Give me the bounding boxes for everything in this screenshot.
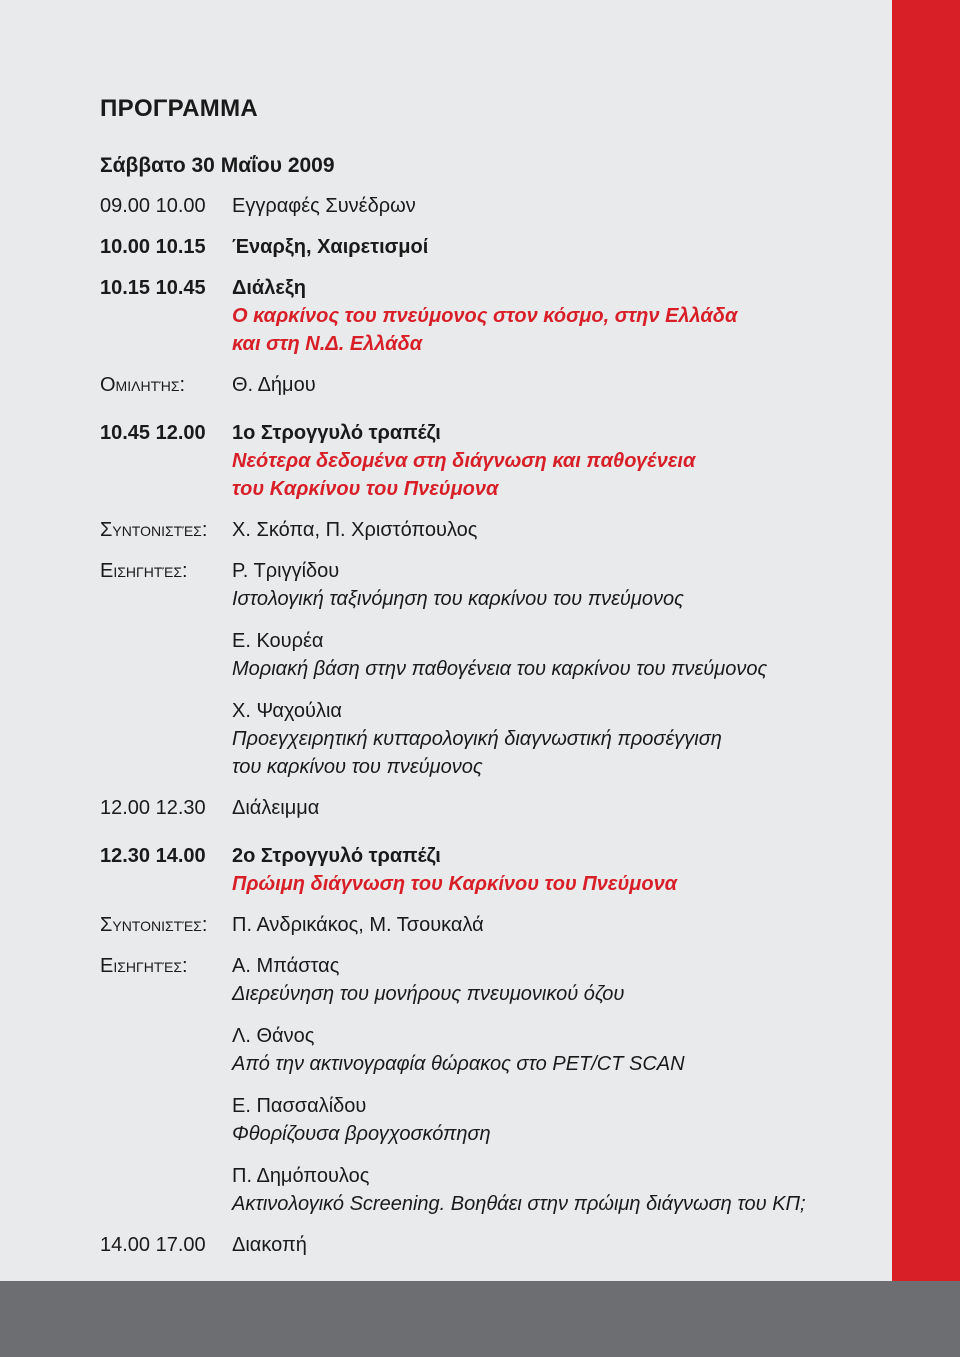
round-table-2-talk bbox=[100, 1120, 880, 1148]
talk-title: του καρκίνου του πνεύμονος bbox=[232, 756, 483, 778]
round-table-2-talk bbox=[100, 1190, 880, 1218]
session-time: 12.00 12.30 bbox=[100, 797, 206, 819]
speaker-name: Θ. Δήμου bbox=[232, 374, 316, 396]
session-time: 10.00 10.15 bbox=[100, 236, 206, 258]
session-title: 1ο Στρογγυλό τραπέζι bbox=[232, 422, 441, 444]
session-time: 09.00 10.00 bbox=[100, 195, 206, 217]
lecture-topic bbox=[100, 302, 880, 330]
coordinators-names: Π. Ανδρικάκος, Μ. Τσουκαλά bbox=[232, 914, 484, 936]
session-title: Διακοπή bbox=[232, 1234, 307, 1256]
round-table-1-talk bbox=[100, 725, 880, 753]
topic-line: και στη Ν.Δ. Ελλάδα bbox=[232, 333, 423, 355]
talk-title: Μοριακή βάση στην παθογένεια του καρκίνου του πνεύμονος bbox=[232, 658, 768, 680]
session-time: 14.00 17.00 bbox=[100, 1234, 206, 1256]
talk-title: Ακτινολογικό Screening. Βοηθάει στην πρώιμη διάγνωση του ΚΠ; bbox=[232, 1193, 806, 1215]
round-table-1-presenter bbox=[100, 697, 880, 725]
presenter-name: Π. Δημόπουλος bbox=[232, 1165, 370, 1187]
round-table-1-coordinators bbox=[100, 516, 880, 544]
coordinators-label: Συντονιστές: bbox=[100, 914, 208, 936]
presenters-label: Εισηγητές: bbox=[100, 560, 188, 582]
round-table-2-presenter bbox=[100, 952, 880, 980]
speaker-label: Ομιλητής: bbox=[100, 374, 186, 396]
presenter-name: Α. Μπάστας bbox=[232, 955, 340, 977]
presenters-label: Εισηγητές: bbox=[100, 955, 188, 977]
presenter-name: Λ. Θάνος bbox=[232, 1025, 315, 1047]
lecture-topic-cont bbox=[100, 330, 880, 358]
session-time: 10.15 10.45 bbox=[100, 277, 206, 299]
session-round-table-2 bbox=[100, 842, 880, 870]
session-title: Διάλειμμα bbox=[232, 797, 320, 819]
round-table-2-topic bbox=[100, 870, 880, 898]
session-title: Εγγραφές Συνέδρων bbox=[232, 195, 416, 217]
talk-title: Φθορίζουσα βρογχοσκόπηση bbox=[232, 1123, 491, 1145]
round-table-1-topic-cont bbox=[100, 475, 880, 503]
right-accent-stripe bbox=[892, 0, 960, 1357]
round-table-1-presenter bbox=[100, 627, 880, 655]
page-title: ΠΡΟΓΡΑΜΜΑ bbox=[100, 95, 259, 122]
session-time: 10.45 12.00 bbox=[100, 422, 206, 444]
round-table-1-talk-cont bbox=[100, 753, 880, 781]
session-recess bbox=[100, 1231, 880, 1259]
bottom-band bbox=[0, 1281, 960, 1357]
round-table-2-presenter bbox=[100, 1162, 880, 1190]
round-table-1-talk bbox=[100, 655, 880, 683]
talk-title: Από την ακτινογραφία θώρακος στο PET/CT SCAN bbox=[232, 1053, 685, 1075]
session-title: 2ο Στρογγυλό τραπέζι bbox=[232, 845, 441, 867]
session-title: Διάλεξη bbox=[232, 277, 306, 299]
session-break bbox=[100, 794, 880, 822]
presenter-name: Ε. Πασσαλίδου bbox=[232, 1095, 367, 1117]
session-time: 12.30 14.00 bbox=[100, 845, 206, 867]
topic-line: Πρώιμη διάγνωση του Καρκίνου του Πνεύμονα bbox=[232, 873, 678, 895]
topic-line: Ο καρκίνος του πνεύμονος στον κόσμο, στην Ελλάδα bbox=[232, 305, 738, 327]
presenter-name: Χ. Ψαχούλια bbox=[232, 700, 342, 722]
round-table-2-presenter bbox=[100, 1022, 880, 1050]
session-round-table-1 bbox=[100, 419, 880, 447]
coordinators-label: Συντονιστές: bbox=[100, 519, 208, 541]
round-table-1-topic bbox=[100, 447, 880, 475]
round-table-2-talk bbox=[100, 980, 880, 1008]
program-page bbox=[100, 88, 880, 1259]
session-registration bbox=[100, 192, 880, 220]
talk-title: Ιστολογική ταξινόμηση του καρκίνου του πνεύμονος bbox=[232, 588, 684, 610]
session-opening bbox=[100, 233, 880, 261]
lecture-speaker-row bbox=[100, 371, 880, 399]
topic-line: του Καρκίνου του Πνεύμονα bbox=[232, 478, 499, 500]
round-table-2-presenter bbox=[100, 1092, 880, 1120]
round-table-2-talk bbox=[100, 1050, 880, 1078]
presenter-name: Ρ. Τριγγίδου bbox=[232, 560, 340, 582]
talk-title: Προεγχειρητική κυτταρολογική διαγνωστική προσέγγιση bbox=[232, 728, 722, 750]
presenter-name: Ε. Κουρέα bbox=[232, 630, 324, 652]
round-table-2-coordinators bbox=[100, 911, 880, 939]
session-title: Έναρξη, Χαιρετισμοί bbox=[232, 236, 429, 258]
round-table-1-talk bbox=[100, 585, 880, 613]
talk-title: Διερεύνηση του μονήρους πνευμονικού όζου bbox=[232, 983, 625, 1005]
session-lecture bbox=[100, 274, 880, 302]
coordinators-names: Χ. Σκόπα, Π. Χριστόπουλος bbox=[232, 519, 478, 541]
round-table-1-presenter bbox=[100, 557, 880, 585]
topic-line: Νεότερα δεδομένα στη διάγνωση και παθογένεια bbox=[232, 450, 696, 472]
program-date: Σάββατο 30 Μαΐου 2009 bbox=[100, 154, 335, 177]
